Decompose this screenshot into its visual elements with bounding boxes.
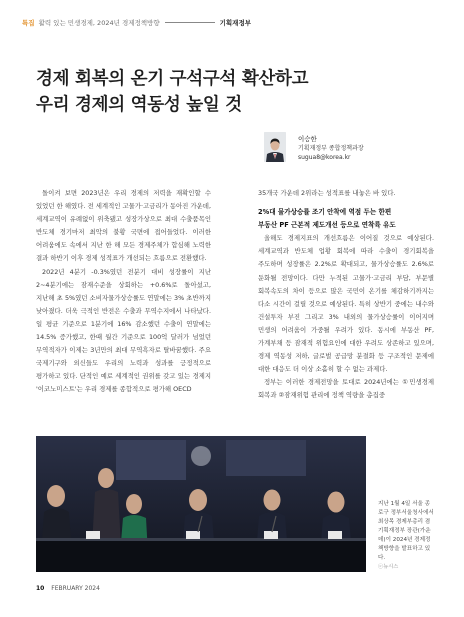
author-meta xyxy=(298,135,364,162)
author-block xyxy=(264,132,424,166)
paragraph: 정부는 이러한 경제전망을 토대로 2024년에는 ①민생경제 회복과 ②잠재위험 관리에 정책 역량을 총집중 xyxy=(258,378,434,400)
title-line-1: 경제 회복의 온기 구석구석 확산하고 xyxy=(36,69,309,89)
paragraph: 2022년 4분기 -0.3%였던 전분기 대비 성장률이 지난 2~4분기에는 잠재수준을 상회하는 +0.6%로 돌아섰고, 지난해 초 5%였던 소비자물가상승률도 연말에는 3% 초반까지 낮아졌다. 더욱 극적인 반전은 수출과 무역수지에서 나타났다. 일 평균 기준으로 1분기에 16% 감소했던 수출이 연말에는 14.5% 증가했고, 한때 월간 기준으로 100억 달러가 넘었던 무역적자가 이제는 3년만의 최대 무역흑자로 탈바꿈했다. 주요 국제기구와 외신들도 우리의 노력과 성과를 긍정적으로 평가하고 있다. 단적인 예로 세계적인 권위를 갖고 있는 경제지 '이코노미스트'는 우리 경제를 종합적으로 평가해 OECD xyxy=(36,267,211,394)
body-column-left xyxy=(36,187,211,397)
section-subtitle: 활력 있는 민생경제, 2024년 경제정책방향 xyxy=(38,18,160,27)
header-divider xyxy=(165,22,215,23)
department-label: 기획재정부 xyxy=(219,18,252,27)
press-conference-photo xyxy=(36,436,366,572)
press-conference-illustration xyxy=(36,436,366,572)
caption-text: 지난 1월 4일 서울 종로구 정부서울청사에서 최상목 경제부총리 겸 기획재정부 장관(가운데)이 2024년 경제정책방향을 발표하고 있다. xyxy=(378,501,434,561)
subheading-line-2: 부동산 PF 근본적 제도개선 등으로 연착륙 유도 xyxy=(258,221,396,230)
subheading-line-1: 2%대 물가상승률 조기 안착에 역점 두는 한편 xyxy=(258,208,392,217)
author-email: sugua8@korea.kr xyxy=(298,154,351,161)
paragraph: 돌이켜 보면 2023년은 우리 경제의 저력을 재확인할 수 있었던 한 해였다. 전 세계적인 고물가·고금리가 동아진 가운데, 세계교역이 유례없이 위축됐고 성장가상으로 최대 수출품목인 반도체 경기마저 최악의 불황 국면에 접어들었다. 이러한 어려움에도 속에서 지난 한 해 모든 경제주체가 합심해 노력한 결과 하반기 이후 경제 성적표가 개선되는 흐름으로 전환했다. xyxy=(36,189,211,263)
photo-caption xyxy=(378,500,434,572)
page-footer xyxy=(36,585,100,592)
paragraph: 35개국 가운데 2위라는 성적표를 내놓은 바 있다. xyxy=(258,189,396,197)
issue-label: FEBRUARY 2024 xyxy=(51,585,100,592)
article-title xyxy=(36,66,436,118)
running-header xyxy=(22,16,251,28)
author-portrait-icon xyxy=(264,132,286,162)
photo-credit: ⓒ뉴시스 xyxy=(378,564,399,570)
author-photo xyxy=(264,132,286,162)
title-line-2: 우리 경제의 역동성 높일 것 xyxy=(36,95,242,115)
body-column-right xyxy=(258,187,434,403)
author-name: 이승한 xyxy=(298,135,317,143)
section-label: 특집 xyxy=(22,18,35,27)
author-role: 기획재정부 종합정책과장 xyxy=(298,145,364,152)
page-number: 10 xyxy=(36,585,45,592)
paragraph: 올해도 경제지표의 개선흐름은 이어질 것으로 예상된다. 세계교역과 반도체 업황 회복에 따라 수출이 경기회복을 주도하며 성장률은 2.2%로 확대되고, 물가상승률도 2.6%로 둔화될 전망이다. 다만 누적된 고물가·고금리 부담, 부문별 회복속도의 차이 등으로 많은 국민이 온기를 체감하기까지는 다소 시간이 걸릴 것으로 예상된다. 특히 상반기 중에는 내수와 건설투자 부진 그리고 3% 내외의 물가상승률이 이어지며 민생의 어려움이 가중될 우려가 있다. 동시에 부동산 PF, 가계부채 등 잠재적 위험요인에 대한 우려도 상존하고 있으며, 경제 역동성 저하, 글로벌 공급망 분절화 등 구조적인 문제에 대한 대응도 더 이상 소홀히 할 수 없는 과제다. xyxy=(258,234,434,374)
